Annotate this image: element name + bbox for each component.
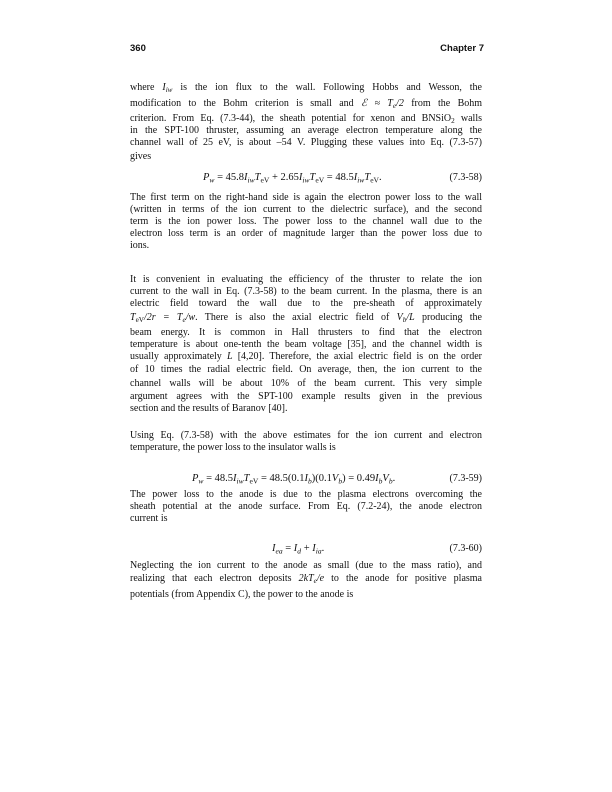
text-run: Neglecting the ion current to the anode as small (due to the mass ratio), and: [130, 560, 482, 571]
text-line: [130, 351, 482, 363]
math-subscript: b: [402, 316, 407, 325]
text-line: [130, 137, 482, 149]
text-run: The first term on the right-hand side is again the electron power loss to the wall: [130, 192, 482, 203]
text-run: )(0.1: [311, 473, 332, 484]
text-line: [130, 286, 482, 298]
math-subscript: b: [388, 476, 393, 486]
math-italic: V: [396, 312, 403, 323]
text-run: = 48.5: [324, 172, 354, 183]
math-subscript: d: [297, 546, 302, 556]
text-line: [130, 378, 482, 390]
text-line: [130, 204, 482, 216]
text-run: .: [379, 172, 382, 183]
text-run: channel walls will be about 10% of the beam current. This very simple: [130, 378, 482, 389]
math-subscript: w: [209, 175, 215, 185]
text-line: [130, 113, 482, 125]
text-run: argument agrees with the SPT-100 example results given in the previous: [130, 391, 482, 402]
math-italic: I: [293, 543, 298, 554]
text-run: temperature is about one-tenth the beam voltage [35], and the channel width is: [130, 339, 482, 350]
text-run: = 48.5: [203, 473, 234, 484]
text-run: electric field toward the wall due to the pre-sheath of approximately: [130, 298, 482, 309]
text-line: [130, 501, 482, 513]
math-subscript: w: [198, 476, 204, 486]
text-run: walls: [454, 113, 483, 124]
equation-number: (7.3-59): [449, 473, 482, 484]
text-line: [130, 274, 482, 286]
text-run: modification to the Bohm criterion is small and: [130, 98, 362, 109]
text-line: [130, 82, 482, 94]
text-line: [130, 403, 482, 415]
text-run: =: [282, 543, 294, 554]
math-italic: I: [233, 473, 237, 484]
math-subscript: e: [392, 102, 397, 111]
math-subscript: iw: [247, 175, 255, 185]
text-run: ions.: [130, 240, 150, 251]
subscript: 2: [451, 117, 455, 126]
equation-expression: [192, 472, 395, 486]
math-italic: T: [309, 172, 316, 183]
math-subscript: ea: [275, 546, 283, 556]
text-run: usually approximately: [130, 351, 227, 362]
math-italic: T: [130, 312, 136, 323]
math-subscript: b: [338, 476, 343, 486]
math-subscript: ia: [315, 546, 322, 556]
text-line: [130, 513, 482, 525]
text-line: [130, 98, 482, 110]
text-run: of 10 times the radial electric field. On average, then, the ion current to the: [130, 364, 482, 375]
text-run: [4,20]. Therefore, the axial electric field is on the order: [232, 351, 482, 362]
text-run: (written in terms of the ion current to the dielectric surface), and the second: [130, 204, 482, 215]
text-run: in the SPT-100 thruster, assuming an average electron temperature along the: [130, 125, 482, 136]
math-italic: /e: [316, 573, 325, 584]
text-run: channel wall of 25 eV, is about –54 V. Plugging these values into Eq. (7.3-57): [130, 137, 482, 148]
text-run: where: [130, 82, 163, 93]
text-line: [130, 560, 482, 572]
math-italic: I: [272, 543, 276, 554]
page-number: 360: [130, 43, 146, 54]
math-italic: I: [244, 172, 248, 183]
text-line: [130, 442, 482, 454]
math-italic: L: [226, 351, 233, 362]
text-run: to the anode for positive plasma: [324, 573, 482, 584]
text-run: beam energy. It is common in Hall thrusters to find that the electron: [130, 327, 482, 338]
text-run: .: [321, 543, 325, 554]
text-run: term is the ion power loss. The power loss to the channel wall due to the: [130, 216, 482, 227]
math-subscript: b: [378, 476, 383, 486]
text-run: criterion. From Eq. (7.3-44), the sheath potential for xenon and BNSiO: [130, 113, 452, 124]
text-line: [130, 216, 482, 228]
text-run: = 48.5(0.1: [258, 473, 305, 484]
math-subscript: iw: [302, 175, 310, 185]
text-line: [130, 391, 482, 403]
text-run: . There is also the axial electric field of: [195, 312, 397, 323]
subscript: eV: [249, 476, 259, 486]
math-italic: /2r = T: [143, 312, 183, 323]
text-run: current is: [130, 513, 168, 524]
text-run: is the ion flux to the wall. Following Hobbs and Wesson, the: [172, 82, 482, 93]
math-subscript: iw: [357, 175, 365, 185]
math-subscript: e: [182, 316, 186, 325]
math-subscript: iw: [236, 476, 244, 486]
text-line: [130, 240, 482, 252]
text-run: realizing that each electron deposits: [130, 573, 299, 584]
equation-expression: [203, 171, 382, 185]
text-line: [130, 312, 482, 324]
math-italic: T: [243, 473, 250, 484]
text-line: [130, 489, 482, 501]
text-run: It is convenient in evaluating the efficiency of the thruster to relate the ion: [130, 274, 482, 285]
math-italic: /L: [406, 312, 415, 323]
text-line: [130, 125, 482, 137]
math-italic: V: [331, 473, 339, 484]
math-italic: I: [298, 172, 303, 183]
text-line: [130, 364, 482, 376]
subscript: eV: [370, 175, 379, 185]
math-italic: I: [312, 543, 316, 554]
text-line: [130, 298, 482, 310]
chapter-label: Chapter 7: [440, 43, 484, 54]
text-run: = 45.8: [214, 172, 245, 183]
text-run: from the Bohm: [403, 98, 483, 109]
text-run: gives: [130, 151, 152, 162]
text-run: temperature, the power loss to the insulator walls is: [130, 442, 336, 453]
text-run: producing the: [414, 312, 482, 323]
math-italic: T: [254, 172, 261, 183]
text-run: The power loss to the anode is due to the plasma electrons overcoming the: [130, 489, 482, 500]
equation-number: (7.3-58): [449, 172, 482, 183]
text-line: [130, 151, 482, 163]
math-italic: /2: [396, 98, 404, 109]
math-subscript: b: [307, 476, 312, 486]
math-italic: I: [162, 82, 166, 93]
text-run: + 2.65: [269, 172, 299, 183]
text-line: [130, 339, 482, 351]
math-italic: /w: [185, 312, 196, 323]
text-run: sheath potential at the anode surface. From Eq. (7.2-24), the anode electron: [130, 501, 482, 512]
text-run: Using Eq. (7.3-58) with the above estimates for the ion current and electron: [130, 430, 482, 441]
math-italic: I: [304, 473, 308, 484]
text-line: [130, 430, 482, 442]
text-run: electron loss term is an order of magnitude larger than the power loss due to: [130, 228, 482, 239]
math-subscript: iw: [165, 86, 173, 95]
subscript: eV: [315, 175, 325, 185]
text-line: [130, 573, 482, 585]
text-run: +: [301, 543, 313, 554]
text-run: .: [392, 473, 396, 484]
math-italic: I: [375, 473, 379, 484]
text-line: [130, 228, 482, 240]
math-italic: T: [364, 172, 371, 183]
equation-expression: [272, 542, 324, 556]
text-line: [130, 192, 482, 204]
text-line: [130, 589, 482, 601]
equation-number: (7.3-60): [449, 543, 482, 554]
math-italic: P: [192, 473, 199, 484]
text-run: current to the wall in Eq. (7.3-58) to the beam current. In the plasma, there is an: [130, 286, 482, 297]
text-line: [130, 327, 482, 339]
math-subscript: e: [313, 577, 317, 586]
subscript: eV: [260, 175, 270, 185]
text-run: ) = 0.49: [342, 473, 376, 484]
math-italic: V: [382, 473, 389, 484]
math-italic: ℰ ≈ T: [361, 98, 393, 109]
text-run: potentials (from Appendix C), the power to the anode is: [130, 589, 354, 600]
math-italic: P: [203, 172, 210, 183]
subscript: eV: [135, 316, 144, 325]
math-italic: 2kT: [298, 573, 314, 584]
text-run: section and the results of Baranov [40].: [130, 403, 288, 414]
math-italic: I: [353, 172, 358, 183]
